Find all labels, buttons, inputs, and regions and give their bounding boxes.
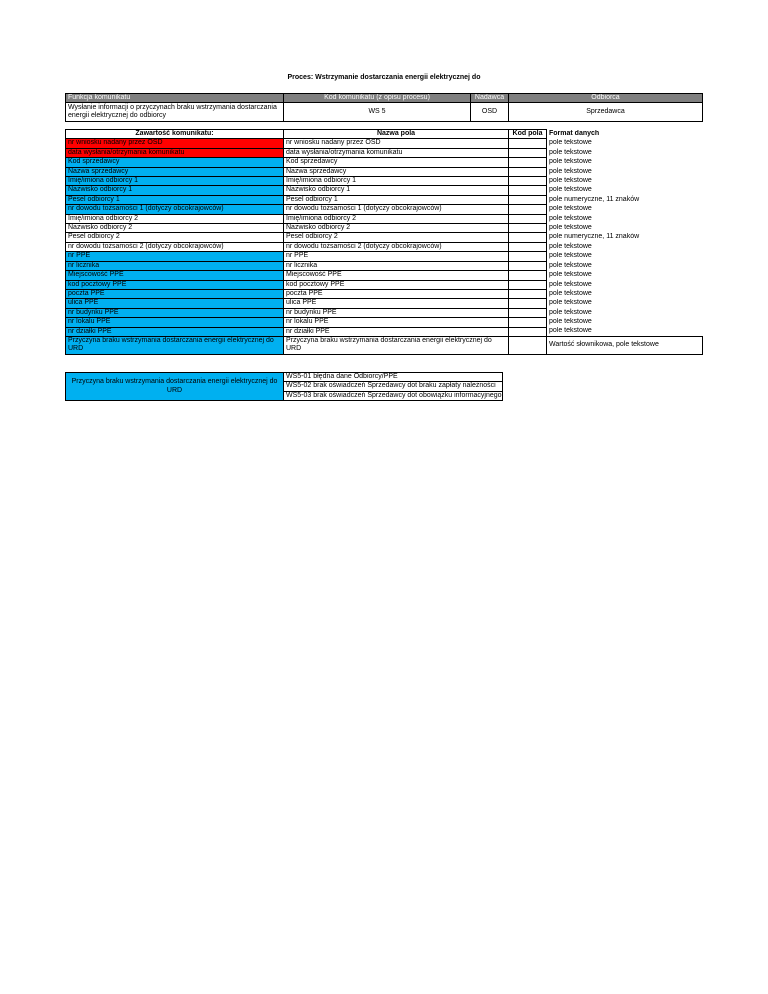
field-name-cell: Nazwisko odbiorcy 2 <box>284 224 509 233</box>
process-name: Wstrzymanie dostarczania energii elektrycznej do <box>315 74 481 81</box>
field-format-cell: pole tekstowe <box>549 224 592 232</box>
field-name-cell: nr budynku PPE <box>284 308 509 317</box>
field-format-cell: pole tekstowe <box>549 177 592 185</box>
field-content-cell: data wysłania/otrzymania komunikatu <box>66 148 284 157</box>
col-receiver-header: Odbiorca <box>509 94 703 103</box>
field-code-cell <box>509 242 547 251</box>
process-title <box>0 74 768 81</box>
field-row <box>66 280 703 289</box>
field-code-cell <box>509 224 547 233</box>
field-code-cell <box>509 271 547 280</box>
reason-item: WS5-03 brak oświadczeń Sprzedawcy dot obowiązku informacyjnego <box>284 391 503 400</box>
field-content-cell: kod pocztowy PPE <box>66 280 284 289</box>
field-code-cell <box>509 280 547 289</box>
field-code-cell <box>509 336 547 354</box>
field-name-cell: data wysłania/otrzymania komunikatu <box>284 148 509 157</box>
field-row <box>66 214 703 223</box>
field-content-cell: nr dowodu tożsamości 2 (dotyczy obcokrajowców) <box>66 242 284 251</box>
field-content-cell: nr dowodu tożsamości 1 (dotyczy obcokrajowców) <box>66 205 284 214</box>
fields-last-row <box>66 336 703 354</box>
field-row <box>66 167 703 176</box>
field-content-cell: Nazwa sprzedawcy <box>66 167 284 176</box>
field-code-cell <box>509 139 547 148</box>
field-row <box>66 205 703 214</box>
fields-header-row <box>66 130 703 139</box>
field-name-cell: Pesel odbiorcy 1 <box>284 195 509 204</box>
field-format-cell: pole tekstowe <box>549 327 592 335</box>
field-format-cell: pole tekstowe <box>549 252 592 260</box>
field-code-cell <box>509 261 547 270</box>
field-format-cell: pole tekstowe <box>549 280 592 288</box>
field-name-cell: nr wniosku nadany przez OSD <box>284 139 509 148</box>
field-name-cell: ulica PPE <box>284 299 509 308</box>
field-name-cell: nr licznika <box>284 261 509 270</box>
field-code-cell <box>509 186 547 195</box>
col-code-header: Kod komunikatu (z opisu procesu) <box>284 94 471 103</box>
field-row <box>66 233 703 242</box>
reasons-label: Przyczyna braku wstrzymania dostarczania energii elektrycznej do URD <box>66 373 284 401</box>
function-value: Wysłanie informacji o przyczynach braku wstrzymania dostarczania energii elektrycznej do odbiorcy <box>66 103 284 122</box>
sender-value: OSD <box>471 103 509 122</box>
field-name-cell: Imię/imiona odbiorcy 1 <box>284 177 509 186</box>
field-row <box>66 148 703 157</box>
field-content-cell: Imię/imiona odbiorcy 2 <box>66 214 284 223</box>
field-content-cell: Pesel odbiorcy 2 <box>66 233 284 242</box>
field-name-cell: Pesel odbiorcy 2 <box>284 233 509 242</box>
field-name-cell: Nazwisko odbiorcy 1 <box>284 186 509 195</box>
field-code-cell <box>509 177 547 186</box>
reason-row-1 <box>66 373 503 382</box>
field-code-cell <box>509 299 547 308</box>
field-name-cell: Nazwa sprzedawcy <box>284 167 509 176</box>
col-sender-header: Nadawca <box>471 94 509 103</box>
col-field-name-header: Nazwa pola <box>284 130 509 139</box>
field-code-cell <box>509 195 547 204</box>
field-content-cell: Miejscowość PPE <box>66 271 284 280</box>
field-content-cell: Przyczyna braku wstrzymania dostarczania energii elektrycznej do URD <box>66 336 284 354</box>
field-format-cell: pole tekstowe <box>549 186 592 194</box>
field-format-cell: pole tekstowe <box>549 261 592 269</box>
field-row <box>66 224 703 233</box>
field-format-cell: pole tekstowe <box>549 139 592 147</box>
field-name-cell: Kod sprzedawcy <box>284 158 509 167</box>
field-code-cell <box>509 318 547 327</box>
field-format-cell: pole tekstowe <box>549 205 592 213</box>
field-format-cell: pole tekstowe <box>549 289 592 297</box>
reasons-table <box>65 372 503 401</box>
field-code-cell <box>509 205 547 214</box>
field-content-cell: nr licznika <box>66 261 284 270</box>
field-row <box>66 242 703 251</box>
field-row <box>66 327 703 336</box>
field-format-cell: pole tekstowe <box>549 308 592 316</box>
field-row <box>66 195 703 204</box>
reason-item: WS5-01 błędna dane Odbiorcy/PPE <box>284 373 503 382</box>
header-row <box>66 94 703 103</box>
field-row <box>66 177 703 186</box>
field-content-cell: nr budynku PPE <box>66 308 284 317</box>
field-content-cell: nr lokalu PPE <box>66 318 284 327</box>
field-code-cell <box>509 327 547 336</box>
field-format-cell: pole tekstowe <box>549 148 592 156</box>
field-content-cell: poczta PPE <box>66 289 284 298</box>
field-name-cell: Miejscowość PPE <box>284 271 509 280</box>
field-content-cell: ulica PPE <box>66 299 284 308</box>
receiver-value: Sprzedawca <box>509 103 703 122</box>
message-header-table <box>65 93 703 122</box>
field-name-cell: nr lokalu PPE <box>284 318 509 327</box>
field-name-cell: Imię/imiona odbiorcy 2 <box>284 214 509 223</box>
field-code-cell <box>509 308 547 317</box>
field-format-cell: pole tekstowe <box>549 271 592 279</box>
field-row <box>66 271 703 280</box>
field-content-cell: Kod sprzedawcy <box>66 158 284 167</box>
field-name-cell: kod pocztowy PPE <box>284 280 509 289</box>
field-format-cell: pole tekstowe <box>549 318 592 326</box>
field-content-cell: Nazwisko odbiorcy 2 <box>66 224 284 233</box>
field-format-cell: pole numeryczne, 11 znaków <box>549 195 640 203</box>
col-format-header: Format danych <box>549 130 600 137</box>
field-code-cell <box>509 148 547 157</box>
field-content-cell: Imię/imiona odbiorcy 1 <box>66 177 284 186</box>
field-name-cell: nr działki PPE <box>284 327 509 336</box>
field-content-cell: nr wniosku nadany przez OSD <box>66 139 284 148</box>
field-format-cell: pole numeryczne, 11 znaków <box>549 233 640 241</box>
field-code-cell <box>509 252 547 261</box>
col-function-header: Funkcja komunikatu <box>66 94 284 103</box>
message-fields-table <box>65 129 703 355</box>
field-name-cell: Przyczyna braku wstrzymania dostarczania energii elektrycznej do URD <box>284 336 509 354</box>
field-code-cell <box>509 233 547 242</box>
field-row <box>66 139 703 148</box>
field-row <box>66 261 703 270</box>
field-row <box>66 308 703 317</box>
field-content-cell: Nazwisko odbiorcy 1 <box>66 186 284 195</box>
field-name-cell: nr dowodu tożsamości 2 (dotyczy obcokrajowców) <box>284 242 509 251</box>
col-content-header: Zawartość komunikatu: <box>66 130 284 139</box>
field-row <box>66 252 703 261</box>
field-format-cell: pole tekstowe <box>549 214 592 222</box>
reason-item: WS5-02 brak oświadczeń Sprzedawcy dot braku zapłaty należności <box>284 382 503 391</box>
code-value: WS 5 <box>284 103 471 122</box>
col-field-code-header: Kod pola <box>509 130 547 139</box>
field-format-cell: pole tekstowe <box>549 158 592 166</box>
field-name-cell: nr dowodu tożsamości 1 (dotyczy obcokrajowców) <box>284 205 509 214</box>
field-row <box>66 186 703 195</box>
field-row <box>66 289 703 298</box>
field-code-cell <box>509 289 547 298</box>
field-row <box>66 318 703 327</box>
field-code-cell <box>509 214 547 223</box>
field-format-cell: pole tekstowe <box>549 242 592 250</box>
field-content-cell: Pesel odbiorcy 1 <box>66 195 284 204</box>
field-code-cell <box>509 158 547 167</box>
field-content-cell: nr PPE <box>66 252 284 261</box>
field-format-cell: pole tekstowe <box>549 167 592 175</box>
field-content-cell: nr działki PPE <box>66 327 284 336</box>
field-format-cell: Wartość słownikowa, pole tekstowe <box>547 336 703 354</box>
header-values-row <box>66 103 703 122</box>
field-row <box>66 299 703 308</box>
field-name-cell: poczta PPE <box>284 289 509 298</box>
field-name-cell: nr PPE <box>284 252 509 261</box>
field-row <box>66 158 703 167</box>
process-label: Proces: <box>287 74 314 81</box>
field-format-cell: pole tekstowe <box>549 299 592 307</box>
field-code-cell <box>509 167 547 176</box>
